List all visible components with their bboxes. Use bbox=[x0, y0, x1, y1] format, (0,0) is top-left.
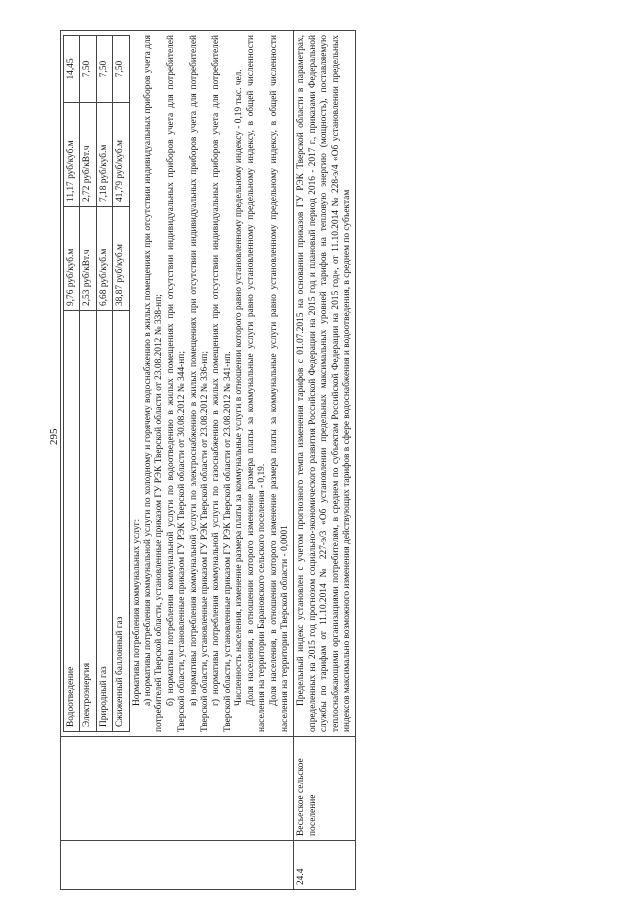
norms-header: Нормативы потребления коммунальных услуг: bbox=[131, 518, 142, 706]
row-name: Весьеское сельское поселение bbox=[294, 737, 356, 841]
tariff-row: Природный газ 6,68 руб/куб.м 7,18 руб/куб.м 7,50 bbox=[96, 36, 112, 732]
row-number: 24.4 bbox=[294, 841, 356, 890]
page-number: 295 bbox=[48, 428, 60, 445]
norms-g: г) нормативы потребления коммунальной услуги по газоснабжению в жилых помещениях при отсутствии индивидуальных приборов учета для потребителей Тверской области, установленные приказом ГУ РЭК Тверской области от 23.08.2012 № 341-нп. bbox=[211, 35, 233, 732]
tariff-table bbox=[63, 35, 130, 732]
row-24-4 bbox=[294, 31, 356, 890]
tariff-row: Водоотведение 9,76 руб/куб.м 11,17 руб/куб.м 14,45 bbox=[64, 36, 80, 732]
row-text-cell bbox=[294, 31, 356, 737]
norms-a: а) нормативы потребления коммунальной услуги по холодному и горячему водоснабжению в жилых помещениях при отсутствии индивидуальных приборов учета для потребителей Тверской области, установленные приказом ГУ РЭК Тверской области от 23.08.2012 № 338-нп; bbox=[143, 35, 165, 732]
document-body bbox=[60, 30, 600, 890]
row-text: Предельный индекс установлен с учетом прогнозного темпа изменения тарифов с 01.07.2015 на основании приказов ГУ РЭК Тверской области в параметрах, определенных на 2015 год прогнозом социально-экономического развития Российской Федерации на 2015 год и плановый период 2016 - 2017 г., приказами Федеральной службы по тарифам от 11.10.2014 № 227-э/3 «Об установлении предельных максимальных уровней тарифов на тепловую энергию (мощность), поставляемую теплоснабжающими организациями потребителям, в среднем по субъектам Российской Федерации на 2015 год», от 11.10.2014 № 228-э/4 «Об установлении предельных индексов максимально возможного изменения действующих тарифов в сфере водоснабжения и водоотведения, в среднем по субъектам bbox=[296, 35, 352, 732]
tariff-row: Сжиженный баллонный газ 38,87 руб/куб.м 41,79 руб/куб.м 7,50 bbox=[113, 36, 129, 732]
population-text: Численность населения, изменение размера платы за коммунальные услуги в отношении которого равно установленному предельному индексу - 0,19 тыс. чел. bbox=[234, 69, 245, 706]
continued-row bbox=[61, 31, 294, 890]
share-max-text: Доля населения, в отношении которого изменение размера платы за коммунальные услуги равно установленному предельному индексу, в общей численности населения на территории Тверской области - 0,0001 bbox=[268, 35, 290, 732]
norms-v: в) нормативы потребления коммунальной услуги по электроснабжению в жилых помещениях при отсутствии индивидуальных приборов учета для потребителей Тверской области, установленные приказом ГУ РЭК Тверской области от 23.08.2012 № 336-нп; bbox=[188, 35, 211, 732]
share-equal-text: Доля населения, в отношении которого изменение размера платы за коммунальные услуги равно установленному предельному индексу, в общей численности населения на территории Барановского сельского поселения - 0,19. bbox=[245, 35, 268, 732]
norms-b: б) нормативы потребления коммунальной услуги по водоотведению в жилых помещениях при отсутствии индивидуальных приборов учета для потребителей Тверской области, установленные приказом ГУ РЭК Тверской области от 30.08.2012 № 344-нп; bbox=[165, 35, 188, 732]
continued-cell bbox=[61, 31, 294, 737]
main-table bbox=[60, 30, 356, 890]
tariff-row: Электроэнергия 2,53 руб/кВт.ч 2,72 руб/кВт.ч 7,50 bbox=[80, 36, 96, 732]
